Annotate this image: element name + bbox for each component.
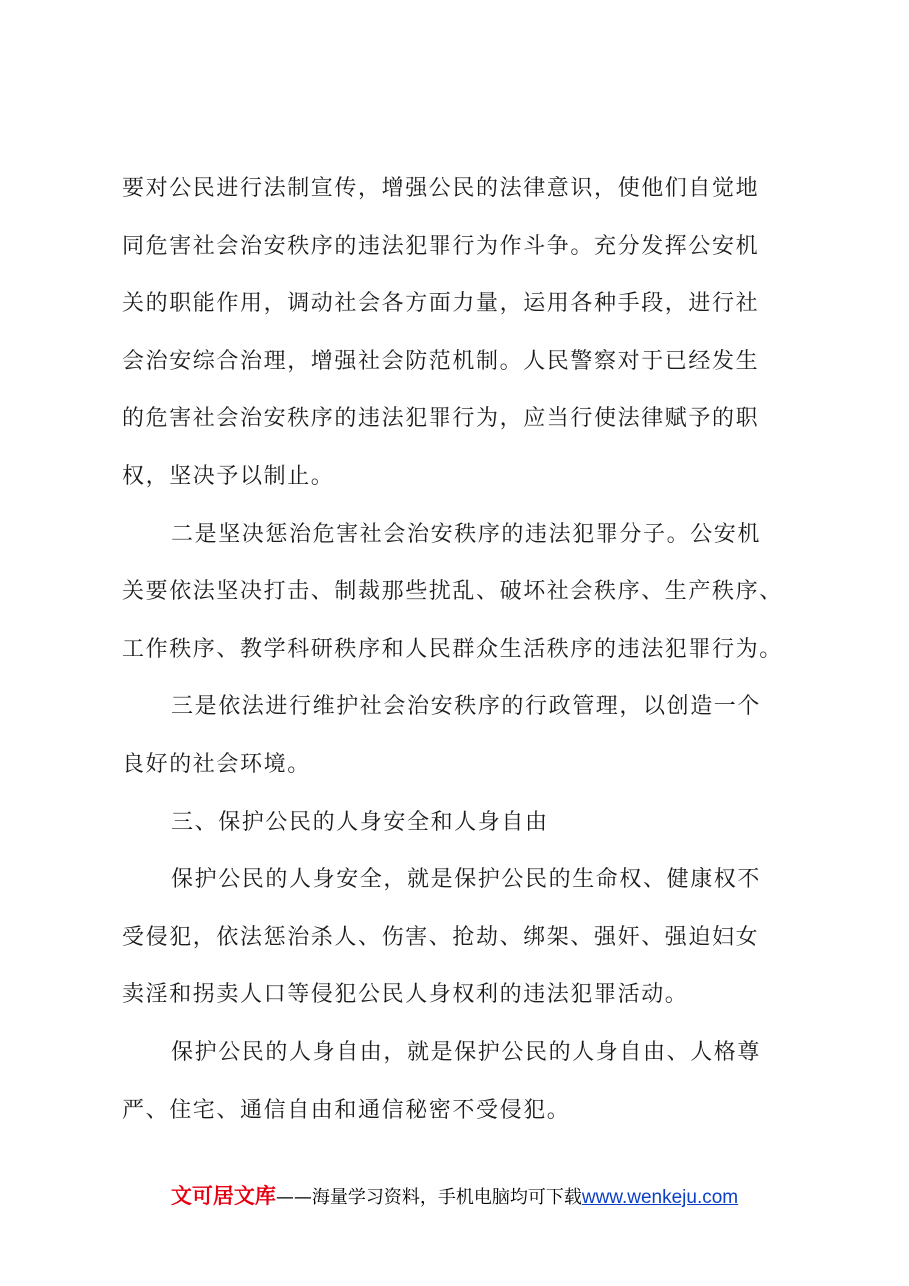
text-line: 卖淫和拐卖人口等侵犯公民人身权利的违法犯罪活动。 [122,982,689,1008]
website-link[interactable]: www.wenkeju.com [581,1187,739,1208]
text-line: 权，坚决予以制止。 [122,463,335,489]
text-line: 二是坚决惩治危害社会治安秩序的违法犯罪分子。公安机 [171,521,762,547]
text-line: 要对公民进行法制宣传，增强公民的法律意识，使他们自觉地 [122,176,760,201]
text-line: 关的职能作用，调动社会各方面力量，运用各种手段，进行社 [122,291,760,317]
text-line: 三是依法进行维护社会治安秩序的行政管理，以创造一个 [171,694,762,720]
brand-name: 文可居文库 [170,1184,276,1208]
text-line: 同危害社会治安秩序的违法犯罪行为作斗争。充分发挥公安机 [122,233,760,259]
text-line: 的危害社会治安秩序的违法犯罪行为，应当行使法律赋予的职 [122,406,760,432]
text-line: 受侵犯，依法惩治杀人、伤害、抢劫、绑架、强奸、强迫妇女 [122,924,760,950]
text-line: 工作秩序、教学科研秩序和人民群众生活秩序的违法犯罪行为。 [122,636,783,662]
text-line: 保护公民的人身安全，就是保护公民的生命权、健康权不 [171,867,762,893]
text-line: 关要依法坚决打击、制裁那些扰乱、破坏社会秩序、生产秩序、 [122,579,783,605]
text-line: 良好的社会环境。 [122,751,311,777]
text-line: 会治安综合治理，增强社会防范机制。人民警察对于已经发生 [122,348,760,374]
section-heading: 三、保护公民的人身安全和人身自由 [171,809,549,835]
footer-banner [0,1180,909,1214]
footer-slogan: ——海量学习资料，手机电脑均可下载 [275,1187,582,1208]
text-line: 保护公民的人身自由，就是保护公民的人身自由、人格尊 [171,1039,762,1065]
text-line: 严、住宅、通信自由和通信秘密不受侵犯。 [122,1097,571,1123]
document-body [122,160,812,1139]
